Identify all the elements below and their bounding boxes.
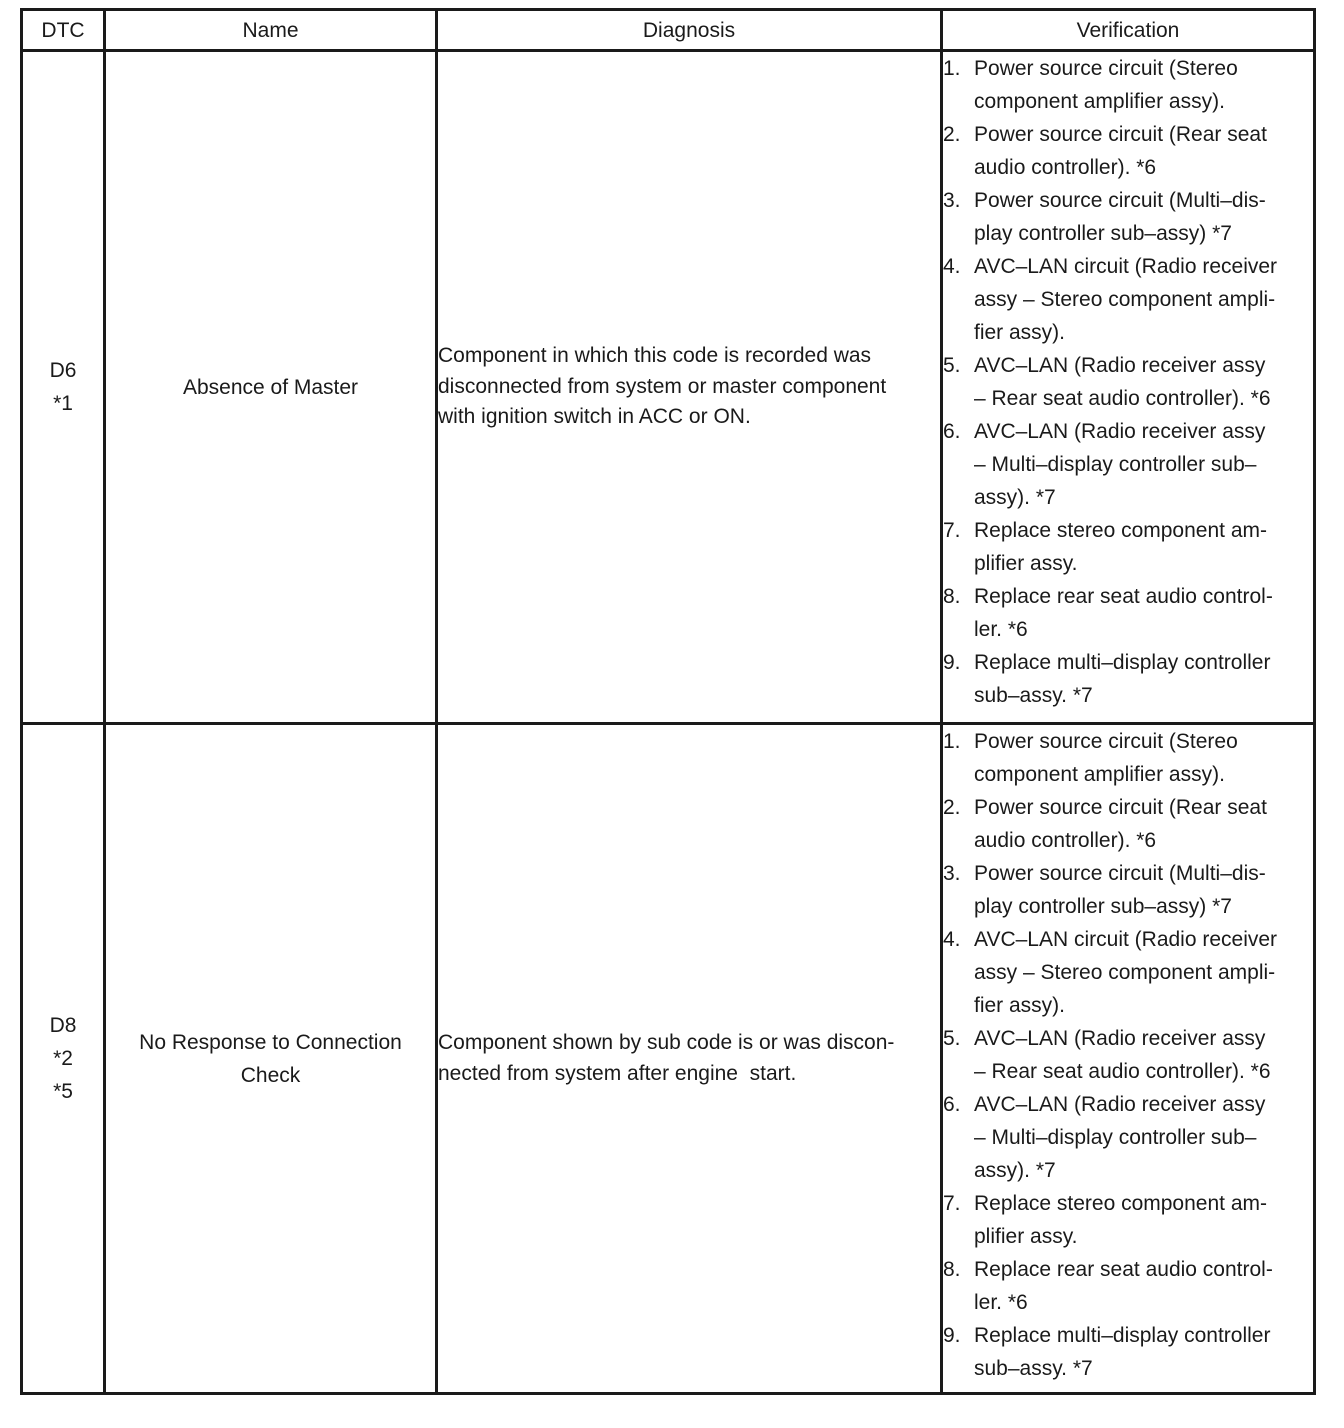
verification-item	[943, 118, 1313, 184]
header-row	[22, 10, 1315, 51]
item-text: assy). *7	[974, 1159, 1056, 1182]
verification-item	[943, 514, 1313, 580]
item-number: 3.	[943, 189, 961, 212]
verification-item	[943, 1253, 1313, 1319]
item-number: 3.	[943, 862, 961, 885]
table-row	[22, 724, 1315, 1394]
item-text: Power source circuit (Stereo	[974, 730, 1238, 753]
item-text: fier assy).	[974, 994, 1066, 1017]
verification-item	[943, 1022, 1313, 1088]
item-number: 8.	[943, 585, 961, 608]
verification-item	[943, 923, 1313, 1022]
item-text: component amplifier assy).	[974, 90, 1225, 113]
name-cell	[105, 51, 437, 724]
verification-list	[943, 52, 1313, 712]
dtc-note: *1	[53, 392, 73, 415]
header-dtc: DTC	[22, 10, 105, 51]
dtc-cell	[22, 724, 105, 1394]
diagnosis-line: Component in which this code is recorded was	[438, 344, 872, 368]
item-text: play controller sub–assy) *7	[974, 222, 1232, 245]
item-text: Power source circuit (Rear seat	[974, 796, 1267, 819]
item-text: play controller sub–assy) *7	[974, 895, 1232, 918]
item-number: 6.	[943, 420, 961, 443]
verification-item	[943, 725, 1313, 791]
name-text: Absence of Master	[182, 375, 359, 399]
item-text: Power source circuit (Multi–dis-	[974, 862, 1266, 885]
item-text: AVC–LAN circuit (Radio receiver	[974, 255, 1278, 278]
item-text: Replace rear seat audio control-	[974, 1258, 1273, 1281]
item-text: AVC–LAN (Radio receiver assy	[974, 1027, 1266, 1050]
item-text: audio controller). *6	[974, 156, 1157, 179]
verification-item	[943, 791, 1313, 857]
item-text: AVC–LAN (Radio receiver assy	[974, 354, 1266, 377]
verification-cell	[942, 51, 1315, 724]
item-number: 1.	[943, 57, 961, 80]
item-text: Replace multi–display controller	[974, 651, 1271, 674]
verification-item	[943, 250, 1313, 349]
item-number: 7.	[943, 519, 961, 542]
diagnosis-line: disconnected from system or master component	[438, 374, 887, 398]
item-number: 4.	[943, 255, 961, 278]
item-text: fier assy).	[974, 321, 1066, 344]
item-text: assy – Stereo component ampli-	[974, 961, 1276, 984]
verification-item	[943, 1088, 1313, 1187]
item-text: – Rear seat audio controller). *6	[974, 387, 1271, 410]
verification-item	[943, 1187, 1313, 1253]
item-text: – Multi–display controller sub–	[974, 1126, 1257, 1149]
verification-item	[943, 415, 1313, 514]
verification-cell	[942, 724, 1315, 1394]
verification-item	[943, 349, 1313, 415]
verification-item	[943, 580, 1313, 646]
dtc-code: D6	[49, 359, 77, 382]
item-number: 8.	[943, 1258, 961, 1281]
item-text: Replace rear seat audio control-	[974, 585, 1273, 608]
item-text: ler. *6	[974, 618, 1028, 641]
item-text: Power source circuit (Multi–dis-	[974, 189, 1266, 212]
diagnosis-line: with ignition switch in ACC or ON.	[438, 405, 751, 429]
item-text: Replace stereo component am-	[974, 1192, 1267, 1215]
dtc-table	[20, 8, 1316, 1395]
diagnosis-line: Component shown by sub code is or was discon-	[438, 1031, 895, 1054]
item-text: – Rear seat audio controller). *6	[974, 1060, 1271, 1083]
header-name: Name	[105, 10, 437, 51]
item-number: 2.	[943, 123, 961, 146]
header-verification: Verification	[942, 10, 1315, 51]
item-text: ler. *6	[974, 1291, 1028, 1314]
header-diagnosis: Diagnosis	[437, 10, 942, 51]
table-row	[22, 51, 1315, 724]
dtc-note: *5	[53, 1080, 73, 1103]
item-text: AVC–LAN (Radio receiver assy	[974, 1093, 1266, 1116]
diagnosis-cell	[437, 51, 942, 724]
item-number: 1.	[943, 730, 961, 753]
item-number: 4.	[943, 928, 961, 951]
item-text: Replace stereo component am-	[974, 519, 1267, 542]
verification-item	[943, 52, 1313, 118]
name-text: Check	[240, 1063, 301, 1087]
item-number: 5.	[943, 1027, 961, 1050]
item-text: assy). *7	[974, 486, 1056, 509]
item-text: component amplifier assy).	[974, 763, 1225, 786]
item-text: Power source circuit (Rear seat	[974, 123, 1267, 146]
item-number: 2.	[943, 796, 961, 819]
verification-item	[943, 184, 1313, 250]
item-text: AVC–LAN circuit (Radio receiver	[974, 928, 1278, 951]
item-text: Power source circuit (Stereo	[974, 57, 1238, 80]
dtc-code: D8	[49, 1014, 77, 1037]
item-number: 7.	[943, 1192, 961, 1215]
item-text: – Multi–display controller sub–	[974, 453, 1257, 476]
diagnosis-line: nected from system after engine start.	[438, 1061, 797, 1085]
item-text: sub–assy. *7	[974, 684, 1093, 707]
item-number: 9.	[943, 651, 961, 674]
verification-item	[943, 1319, 1313, 1385]
diagnosis-cell	[437, 724, 942, 1394]
verification-item	[943, 857, 1313, 923]
dtc-cell	[22, 51, 105, 724]
item-text: assy – Stereo component ampli-	[974, 288, 1276, 311]
item-number: 6.	[943, 1093, 961, 1116]
verification-list	[943, 725, 1313, 1385]
item-number: 5.	[943, 354, 961, 377]
name-text: No Response to Connection	[139, 1030, 402, 1054]
item-text: AVC–LAN (Radio receiver assy	[974, 420, 1266, 443]
item-text: Replace multi–display controller	[974, 1324, 1271, 1347]
item-text: plifier assy.	[974, 552, 1078, 575]
item-text: audio controller). *6	[974, 829, 1157, 852]
name-cell	[105, 724, 437, 1394]
item-text: plifier assy.	[974, 1225, 1078, 1248]
item-text: sub–assy. *7	[974, 1357, 1093, 1380]
dtc-note: *2	[53, 1047, 73, 1070]
item-number: 9.	[943, 1324, 961, 1347]
verification-item	[943, 646, 1313, 712]
